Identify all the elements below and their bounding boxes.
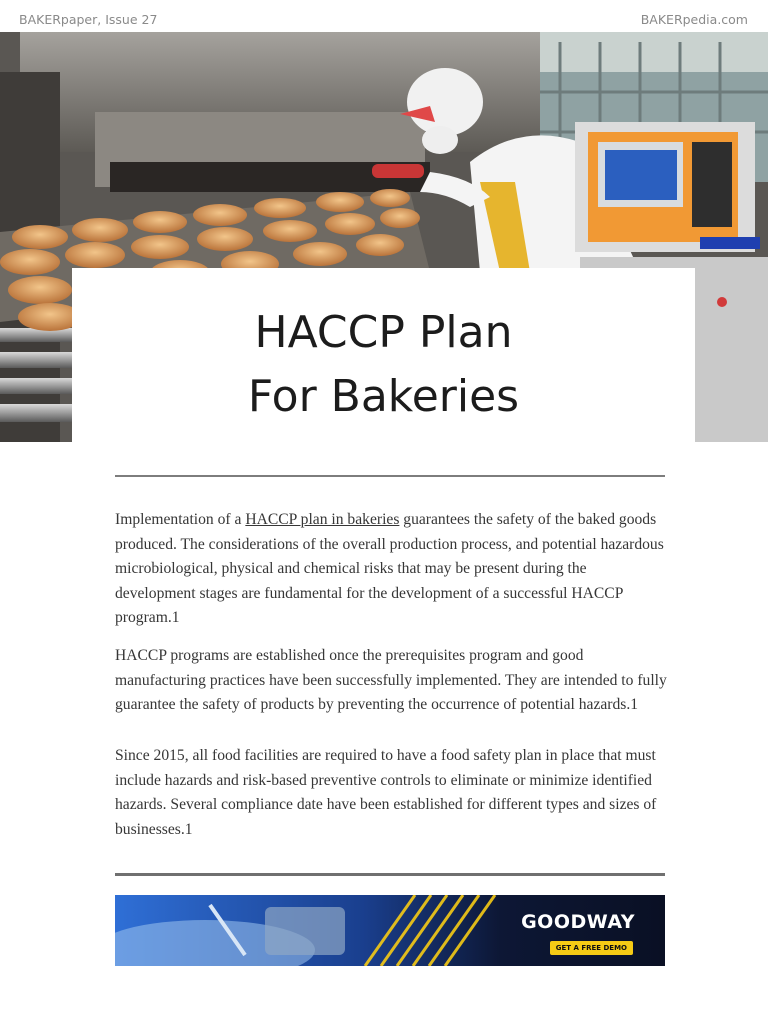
site-name: BAKERpedia.com — [640, 12, 748, 27]
divider-bottom — [115, 873, 665, 876]
goodway-logo: GOODWAY — [521, 911, 635, 933]
paragraph-2: HACCP programs are established once the prerequisites program and good manufacturing practices have been successfully implemented. They are intended to fully guarantee the safety of products by preventing the occurrence of potential hazards.1 — [115, 647, 667, 714]
issue-label: BAKERpaper, Issue 27 — [19, 12, 158, 27]
title-line-1: HACCP Plan — [254, 307, 513, 358]
free-demo-button[interactable]: GET A FREE DEMO — [550, 941, 633, 955]
page-header — [0, 0, 768, 32]
title-card — [72, 268, 695, 444]
paragraph-1 — [115, 508, 667, 631]
divider-top — [115, 475, 665, 477]
paragraph-3: Since 2015, all food facilities are required to have a food safety plan in place that must include hazards and risk-based preventive controls to eliminate or minimize identified hazards. Several compliance date have been established for different types and sizes of businesses.1 — [115, 747, 657, 838]
goodway-ad-banner[interactable] — [115, 895, 665, 966]
paragraph-1-text-start: Implementation of a — [115, 511, 246, 528]
title-line-2: For Bakeries — [247, 371, 520, 422]
page-title — [72, 301, 695, 429]
paragraph-1-text-end: guarantees the safety of the baked goods produced. The considerations of the overall production process, and potential hazardous microbiological, physical and chemical risks that may be present during the development stages are fundamental for the development of a successful HACCP program.1 — [115, 511, 664, 627]
haccp-plan-link[interactable]: HACCP plan in bakeries — [245, 511, 400, 528]
